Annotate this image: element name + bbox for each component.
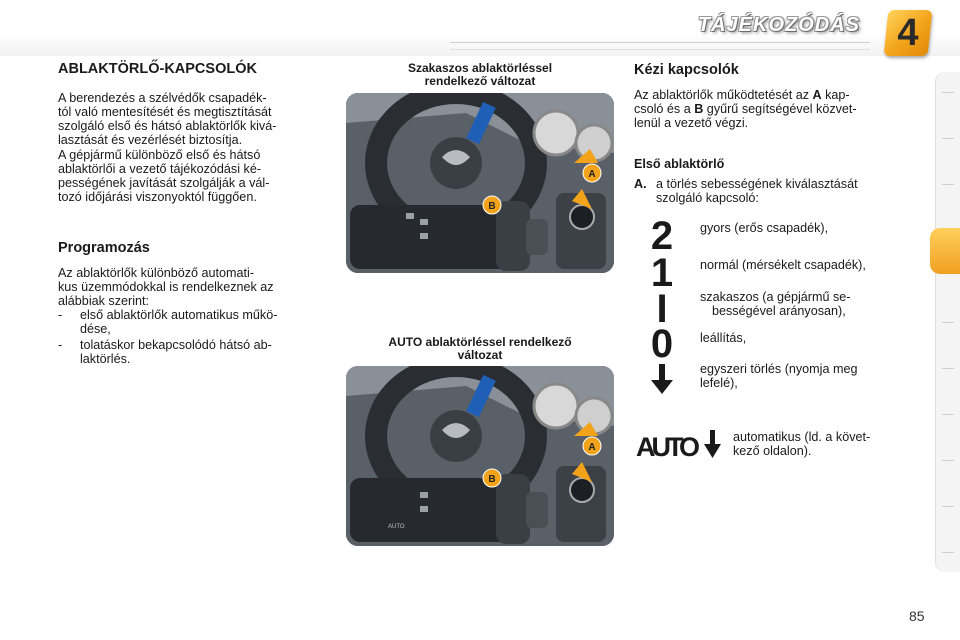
text-line: laktörlés. <box>80 352 131 366</box>
front-wiper-heading: Első ablaktörlő <box>634 157 725 171</box>
control-a-description <box>634 177 908 205</box>
text-line: tolatáskor bekapcsolódó hátsó ab- <box>80 338 272 352</box>
mode-description <box>700 258 905 272</box>
wiper-stalk-photo-intermittent <box>346 93 614 273</box>
text-line: normál (mérsékelt csapadék), <box>700 258 866 272</box>
text-line: alábbiak szerint: <box>58 294 150 308</box>
text-line: kus üzemmódokkal is rendelkeznek az <box>58 280 274 294</box>
chapter-tabs <box>935 72 960 572</box>
text-line: szakaszos (a gépjármű se- <box>700 290 851 304</box>
text-line: első ablaktörlők automatikus műkö- <box>80 308 278 322</box>
page-number: 85 <box>909 608 925 624</box>
manual-controls-intro <box>634 88 904 130</box>
auto-symbol-text: AUTO <box>636 432 700 460</box>
list-dash: - <box>58 308 63 322</box>
page-header <box>0 0 960 56</box>
header-decoration <box>450 42 870 50</box>
manual-controls-heading: Kézi kapcsolók <box>634 62 739 78</box>
wiper-stalk-photo-auto <box>346 366 614 546</box>
text-line: lasztását és vezérlését biztosítja. <box>58 133 243 147</box>
mode-description <box>700 362 905 390</box>
text-line: A gépjármű különböző első és hátsó <box>58 148 261 162</box>
text-run: gyűrű segítségével közvet- <box>703 102 857 116</box>
mode-description <box>700 290 905 318</box>
caption-line: Szakaszos ablaktörléssel <box>407 61 553 75</box>
mode-description <box>700 331 905 345</box>
text-line: pességének javítását szolgálják a vál- <box>58 176 270 190</box>
auto-mode-symbol <box>636 428 724 460</box>
tab-divider <box>942 460 954 461</box>
mode-description <box>733 430 905 458</box>
chapter-number: 4 <box>897 12 919 54</box>
programming-paragraph <box>58 266 326 308</box>
text-line: A berendezés a szélvédők csapadék- <box>58 91 267 105</box>
text-line: bességével arányosan), <box>712 304 846 318</box>
control-a-label: A. <box>634 177 647 191</box>
symbol-text: 0 <box>650 324 674 360</box>
text-line: lenül a vezető végzi. <box>634 116 749 130</box>
down-arrow-icon <box>710 430 715 446</box>
tab-divider <box>942 506 954 507</box>
text-line: lefelé), <box>700 376 738 390</box>
tab-divider <box>942 184 954 185</box>
active-chapter-tab <box>930 228 960 274</box>
second-paragraph <box>58 148 326 204</box>
caption-line: AUTO ablaktörléssel rendelkező <box>388 335 572 349</box>
speed-1-symbol <box>645 253 679 289</box>
off-symbol <box>645 324 679 360</box>
tab-divider <box>942 368 954 369</box>
stalk-auto-mark: AUTO <box>388 524 405 530</box>
intermittent-symbol <box>645 289 679 325</box>
label-a: A <box>588 169 596 180</box>
symbol-text: 1 <box>650 253 674 289</box>
text-run: csoló és a <box>634 102 695 116</box>
programming-heading: Programozás <box>58 240 150 256</box>
intro-paragraph <box>58 91 326 147</box>
down-arrow-icon <box>645 362 679 396</box>
section-title: TÁJÉKOZÓDÁS <box>697 14 860 36</box>
mode-description <box>700 221 905 235</box>
text-run: kap- <box>821 88 850 102</box>
text-line: tozó időjárási viszonyoktól függően. <box>58 190 257 204</box>
speed-2-symbol <box>645 216 679 252</box>
caption-line: változat <box>457 348 503 362</box>
symbol-text: I <box>656 289 668 325</box>
list-dash: - <box>58 338 63 352</box>
text-line: automatikus (ld. a követ- <box>733 430 871 444</box>
label-b: B <box>488 474 496 485</box>
symbol-text: 2 <box>650 216 674 252</box>
text-line: szolgáló kapcsoló: <box>656 191 759 205</box>
text-line: kező oldalon). <box>733 444 812 458</box>
tab-divider <box>942 322 954 323</box>
tab-divider <box>942 92 954 93</box>
control-ref-a: A <box>812 88 822 102</box>
tab-divider <box>942 552 954 553</box>
main-heading: ABLAKTÖRLŐ-KAPCSOLÓK <box>58 61 257 77</box>
text-line: gyors (erős csapadék), <box>700 221 829 235</box>
list-item <box>58 338 326 366</box>
text-run: Az ablaktörlők működtetését az <box>634 88 813 102</box>
list-item <box>58 308 326 336</box>
label-b: B <box>488 201 496 212</box>
text-line <box>634 102 904 116</box>
text-line: dése, <box>80 322 111 336</box>
text-line: leállítás, <box>700 331 747 345</box>
text-line <box>634 88 904 102</box>
tab-divider <box>942 138 954 139</box>
wiper-stalk-illustration <box>346 93 614 273</box>
wiper-stalk-illustration <box>346 366 614 546</box>
caption-line: rendelkező változat <box>424 74 536 88</box>
tab-divider <box>942 414 954 415</box>
control-ref-b: B <box>694 102 704 116</box>
text-line: szolgáló első és hátsó ablaktörlők kivá- <box>58 119 277 133</box>
photo-caption-auto <box>346 336 614 362</box>
text-line: ablaktörlői a vezető tájékozódási ké- <box>58 162 262 176</box>
text-line: tól való mentesítését és megtisztítását <box>58 105 272 119</box>
text-line: Az ablaktörlők különböző automati- <box>58 266 255 280</box>
label-a: A <box>588 442 596 453</box>
text-line: a törlés sebességének kiválasztását <box>656 177 858 191</box>
text-line: egyszeri törlés (nyomja meg <box>700 362 858 376</box>
photo-caption-intermittent <box>346 62 614 88</box>
